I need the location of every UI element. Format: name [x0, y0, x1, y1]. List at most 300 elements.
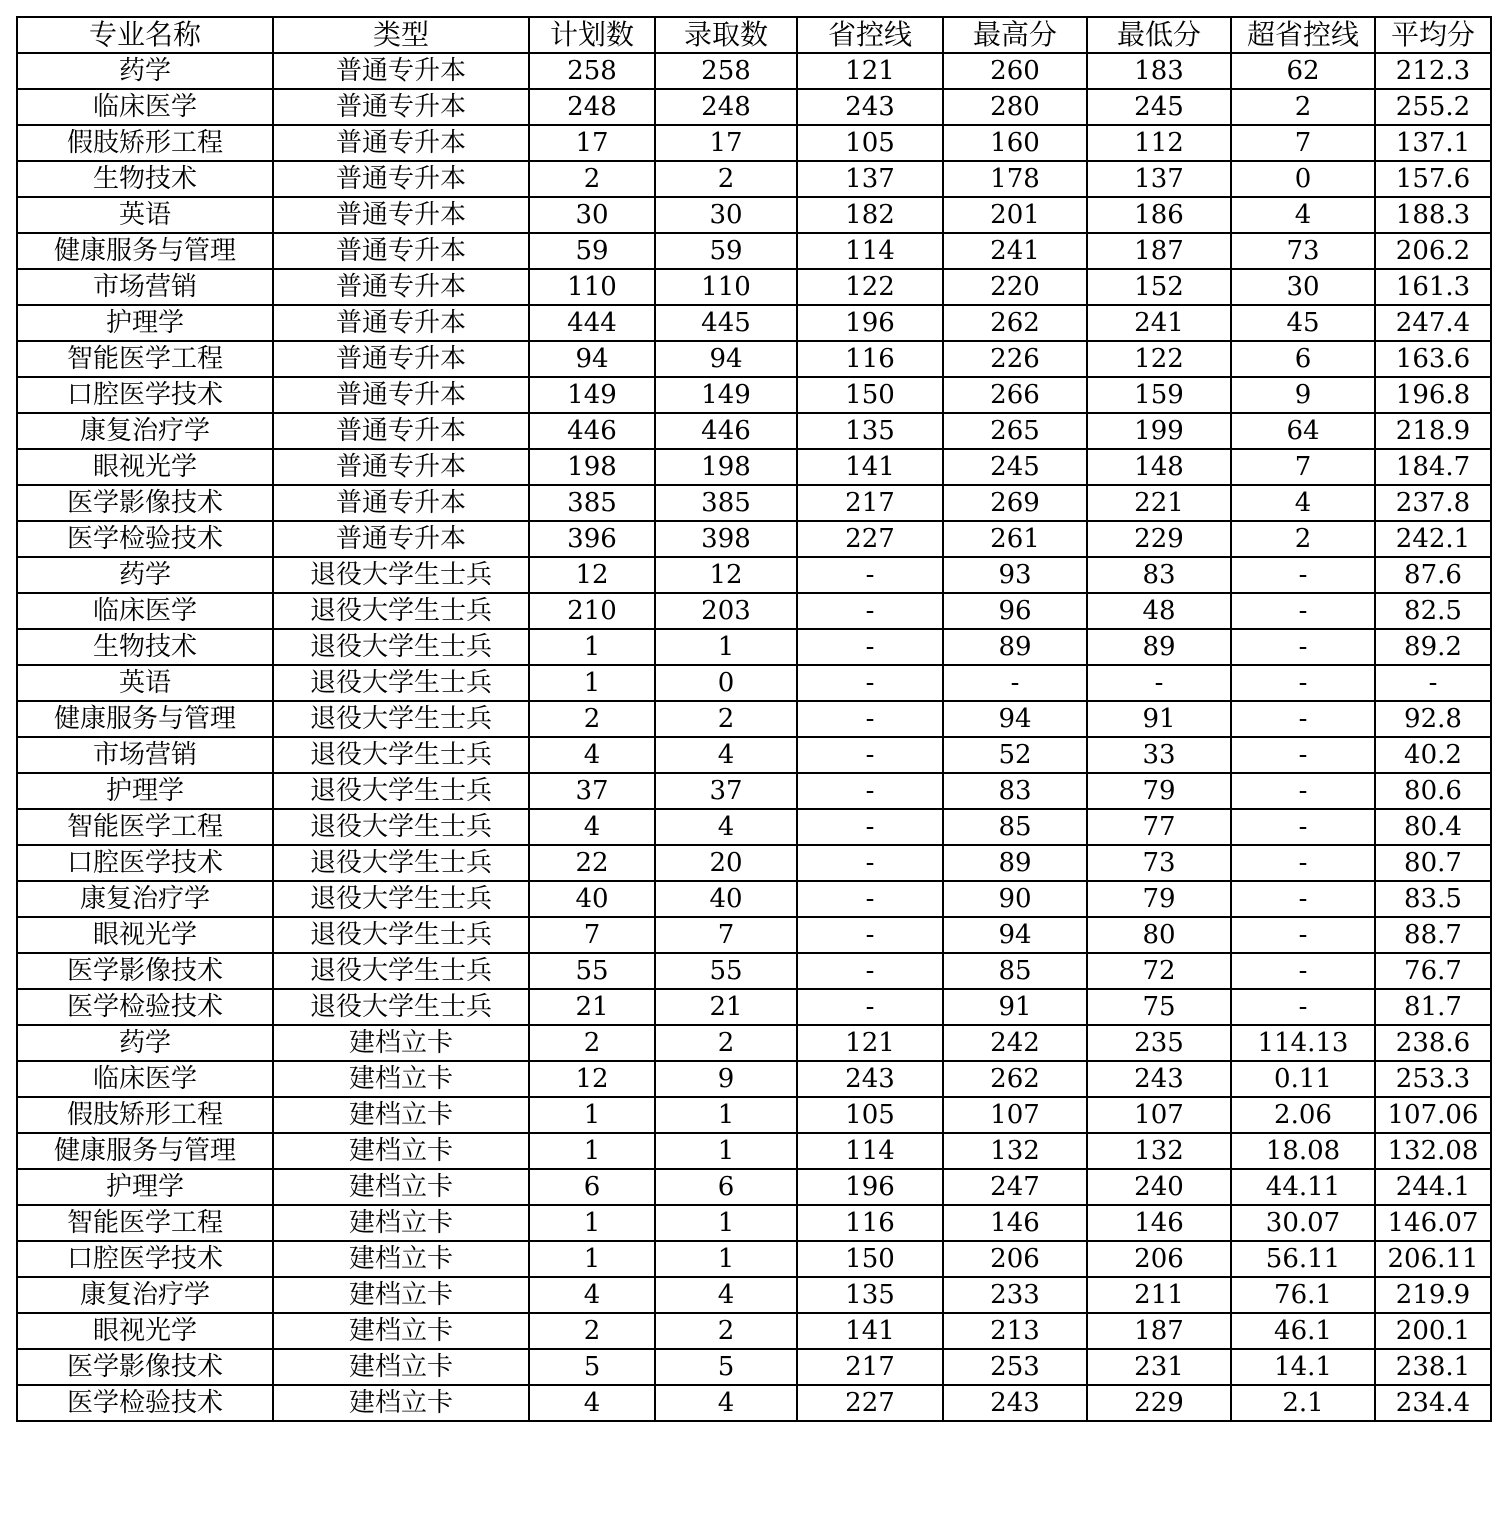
cell-max-score: 201	[943, 197, 1087, 233]
cell-admit-count: 12	[655, 557, 797, 593]
cell-avg-score: 212.3	[1375, 53, 1491, 89]
cell-above-line: 2.06	[1231, 1097, 1375, 1133]
cell-above-line: -	[1231, 629, 1375, 665]
cell-min-score: 231	[1087, 1349, 1231, 1385]
cell-admit-count: 7	[655, 917, 797, 953]
cell-min-score: 132	[1087, 1133, 1231, 1169]
cell-max-score: 220	[943, 269, 1087, 305]
cell-type: 普通专升本	[273, 413, 529, 449]
cell-above-line: 2	[1231, 89, 1375, 125]
cell-above-line: 4	[1231, 485, 1375, 521]
cell-admit-count: 30	[655, 197, 797, 233]
cell-avg-score: 196.8	[1375, 377, 1491, 413]
cell-major-name: 智能医学工程	[17, 809, 273, 845]
cell-above-line: -	[1231, 989, 1375, 1025]
cell-type: 退役大学生士兵	[273, 593, 529, 629]
cell-provincial-line: -	[797, 593, 943, 629]
cell-max-score: 94	[943, 701, 1087, 737]
cell-plan-count: 4	[529, 1277, 655, 1313]
cell-avg-score: 80.6	[1375, 773, 1491, 809]
cell-min-score: 122	[1087, 341, 1231, 377]
cell-above-line: 2	[1231, 521, 1375, 557]
cell-type: 普通专升本	[273, 521, 529, 557]
cell-major-name: 眼视光学	[17, 449, 273, 485]
cell-max-score: 269	[943, 485, 1087, 521]
column-header-above-line: 超省控线	[1231, 17, 1375, 53]
cell-above-line: 2.1	[1231, 1385, 1375, 1421]
table-row	[17, 1385, 1491, 1421]
cell-plan-count: 446	[529, 413, 655, 449]
cell-min-score: 146	[1087, 1205, 1231, 1241]
cell-above-line: -	[1231, 917, 1375, 953]
cell-provincial-line: 150	[797, 377, 943, 413]
table-row	[17, 1097, 1491, 1133]
cell-max-score: 107	[943, 1097, 1087, 1133]
table-row	[17, 701, 1491, 737]
cell-major-name: 健康服务与管理	[17, 701, 273, 737]
cell-plan-count: 444	[529, 305, 655, 341]
cell-plan-count: 2	[529, 1313, 655, 1349]
cell-major-name: 康复治疗学	[17, 1277, 273, 1313]
cell-major-name: 康复治疗学	[17, 413, 273, 449]
cell-min-score: 186	[1087, 197, 1231, 233]
cell-major-name: 护理学	[17, 305, 273, 341]
cell-plan-count: 12	[529, 557, 655, 593]
cell-avg-score: 206.11	[1375, 1241, 1491, 1277]
cell-major-name: 智能医学工程	[17, 1205, 273, 1241]
cell-major-name: 护理学	[17, 773, 273, 809]
cell-provincial-line: -	[797, 809, 943, 845]
table-row	[17, 485, 1491, 521]
cell-major-name: 假肢矫形工程	[17, 1097, 273, 1133]
cell-type: 普通专升本	[273, 233, 529, 269]
cell-min-score: 152	[1087, 269, 1231, 305]
cell-plan-count: 37	[529, 773, 655, 809]
cell-plan-count: 1	[529, 665, 655, 701]
cell-plan-count: 248	[529, 89, 655, 125]
cell-type: 退役大学生士兵	[273, 629, 529, 665]
cell-min-score: 235	[1087, 1025, 1231, 1061]
cell-plan-count: 1	[529, 1097, 655, 1133]
cell-max-score: 160	[943, 125, 1087, 161]
cell-max-score: 206	[943, 1241, 1087, 1277]
cell-provincial-line: 114	[797, 233, 943, 269]
cell-type: 普通专升本	[273, 341, 529, 377]
cell-plan-count: 12	[529, 1061, 655, 1097]
cell-provincial-line: -	[797, 701, 943, 737]
cell-above-line: -	[1231, 845, 1375, 881]
cell-avg-score: 238.1	[1375, 1349, 1491, 1385]
cell-avg-score: 253.3	[1375, 1061, 1491, 1097]
cell-avg-score: 238.6	[1375, 1025, 1491, 1061]
cell-admit-count: 248	[655, 89, 797, 125]
cell-avg-score: 92.8	[1375, 701, 1491, 737]
cell-plan-count: 210	[529, 593, 655, 629]
cell-provincial-line: 217	[797, 485, 943, 521]
table-header	[17, 17, 1491, 53]
cell-type: 普通专升本	[273, 269, 529, 305]
cell-above-line: 4	[1231, 197, 1375, 233]
cell-above-line: -	[1231, 665, 1375, 701]
cell-plan-count: 40	[529, 881, 655, 917]
cell-plan-count: 6	[529, 1169, 655, 1205]
table-row	[17, 1205, 1491, 1241]
cell-avg-score: 242.1	[1375, 521, 1491, 557]
table-row	[17, 161, 1491, 197]
cell-type: 建档立卡	[273, 1061, 529, 1097]
table-row	[17, 989, 1491, 1025]
cell-plan-count: 258	[529, 53, 655, 89]
cell-above-line: 30.07	[1231, 1205, 1375, 1241]
cell-avg-score: 234.4	[1375, 1385, 1491, 1421]
cell-admit-count: 198	[655, 449, 797, 485]
cell-provincial-line: -	[797, 665, 943, 701]
cell-min-score: 159	[1087, 377, 1231, 413]
cell-max-score: 85	[943, 953, 1087, 989]
cell-major-name: 英语	[17, 665, 273, 701]
cell-type: 建档立卡	[273, 1097, 529, 1133]
cell-provincial-line: 116	[797, 341, 943, 377]
cell-above-line: 56.11	[1231, 1241, 1375, 1277]
cell-max-score: 94	[943, 917, 1087, 953]
cell-major-name: 生物技术	[17, 161, 273, 197]
table-row	[17, 773, 1491, 809]
cell-type: 普通专升本	[273, 377, 529, 413]
cell-max-score: 260	[943, 53, 1087, 89]
cell-plan-count: 4	[529, 737, 655, 773]
cell-provincial-line: -	[797, 737, 943, 773]
cell-plan-count: 5	[529, 1349, 655, 1385]
cell-min-score: 229	[1087, 521, 1231, 557]
cell-admit-count: 1	[655, 1241, 797, 1277]
cell-admit-count: 1	[655, 1097, 797, 1133]
table-row	[17, 233, 1491, 269]
cell-above-line: -	[1231, 809, 1375, 845]
admission-score-table	[16, 16, 1492, 1422]
cell-avg-score: 237.8	[1375, 485, 1491, 521]
cell-above-line: 44.11	[1231, 1169, 1375, 1205]
cell-type: 退役大学生士兵	[273, 665, 529, 701]
cell-admit-count: 94	[655, 341, 797, 377]
cell-max-score: 266	[943, 377, 1087, 413]
cell-major-name: 眼视光学	[17, 1313, 273, 1349]
cell-type: 建档立卡	[273, 1169, 529, 1205]
cell-plan-count: 1	[529, 629, 655, 665]
cell-avg-score: 89.2	[1375, 629, 1491, 665]
cell-type: 建档立卡	[273, 1205, 529, 1241]
cell-major-name: 智能医学工程	[17, 341, 273, 377]
cell-avg-score: 137.1	[1375, 125, 1491, 161]
table-row	[17, 1169, 1491, 1205]
cell-provincial-line: 116	[797, 1205, 943, 1241]
cell-avg-score: 40.2	[1375, 737, 1491, 773]
cell-type: 退役大学生士兵	[273, 737, 529, 773]
cell-admit-count: 4	[655, 1385, 797, 1421]
cell-max-score: 226	[943, 341, 1087, 377]
table-row	[17, 1025, 1491, 1061]
cell-max-score: 96	[943, 593, 1087, 629]
cell-avg-score: 80.4	[1375, 809, 1491, 845]
cell-major-name: 药学	[17, 53, 273, 89]
cell-above-line: 46.1	[1231, 1313, 1375, 1349]
cell-plan-count: 385	[529, 485, 655, 521]
cell-admit-count: 398	[655, 521, 797, 557]
cell-max-score: 83	[943, 773, 1087, 809]
cell-type: 建档立卡	[273, 1025, 529, 1061]
cell-min-score: 206	[1087, 1241, 1231, 1277]
column-header-provincial-line: 省控线	[797, 17, 943, 53]
column-header-type: 类型	[273, 17, 529, 53]
cell-type: 建档立卡	[273, 1277, 529, 1313]
cell-admit-count: 2	[655, 1313, 797, 1349]
cell-min-score: 91	[1087, 701, 1231, 737]
table-row	[17, 305, 1491, 341]
cell-avg-score: 146.07	[1375, 1205, 1491, 1241]
cell-above-line: -	[1231, 953, 1375, 989]
cell-avg-score: 184.7	[1375, 449, 1491, 485]
cell-above-line: 62	[1231, 53, 1375, 89]
cell-min-score: 83	[1087, 557, 1231, 593]
cell-admit-count: 385	[655, 485, 797, 521]
cell-min-score: 73	[1087, 845, 1231, 881]
table-row	[17, 845, 1491, 881]
cell-above-line: 18.08	[1231, 1133, 1375, 1169]
cell-above-line: -	[1231, 773, 1375, 809]
cell-provincial-line: -	[797, 629, 943, 665]
cell-avg-score: 244.1	[1375, 1169, 1491, 1205]
column-header-admit-count: 录取数	[655, 17, 797, 53]
cell-max-score: 280	[943, 89, 1087, 125]
cell-provincial-line: 105	[797, 125, 943, 161]
cell-min-score: 79	[1087, 881, 1231, 917]
cell-avg-score: 87.6	[1375, 557, 1491, 593]
cell-major-name: 口腔医学技术	[17, 377, 273, 413]
cell-provincial-line: 135	[797, 1277, 943, 1313]
cell-major-name: 医学检验技术	[17, 521, 273, 557]
cell-provincial-line: 122	[797, 269, 943, 305]
cell-provincial-line: 227	[797, 521, 943, 557]
cell-provincial-line: 105	[797, 1097, 943, 1133]
table-row	[17, 1241, 1491, 1277]
cell-min-score: 112	[1087, 125, 1231, 161]
cell-above-line: 64	[1231, 413, 1375, 449]
cell-admit-count: 149	[655, 377, 797, 413]
cell-min-score: 183	[1087, 53, 1231, 89]
cell-major-name: 康复治疗学	[17, 881, 273, 917]
column-header-plan-count: 计划数	[529, 17, 655, 53]
cell-plan-count: 149	[529, 377, 655, 413]
cell-max-score: 132	[943, 1133, 1087, 1169]
cell-admit-count: 258	[655, 53, 797, 89]
cell-avg-score: 76.7	[1375, 953, 1491, 989]
cell-max-score: 253	[943, 1349, 1087, 1385]
cell-max-score: 89	[943, 629, 1087, 665]
cell-min-score: 241	[1087, 305, 1231, 341]
cell-min-score: 33	[1087, 737, 1231, 773]
cell-major-name: 英语	[17, 197, 273, 233]
cell-major-name: 市场营销	[17, 737, 273, 773]
table-row	[17, 809, 1491, 845]
cell-provincial-line: -	[797, 953, 943, 989]
table-row	[17, 1061, 1491, 1097]
cell-plan-count: 22	[529, 845, 655, 881]
cell-major-name: 口腔医学技术	[17, 1241, 273, 1277]
cell-type: 退役大学生士兵	[273, 989, 529, 1025]
cell-avg-score: 206.2	[1375, 233, 1491, 269]
cell-admit-count: 20	[655, 845, 797, 881]
cell-type: 退役大学生士兵	[273, 557, 529, 593]
cell-provincial-line: 196	[797, 305, 943, 341]
table-row	[17, 197, 1491, 233]
cell-provincial-line: 196	[797, 1169, 943, 1205]
cell-min-score: 187	[1087, 233, 1231, 269]
cell-above-line: 30	[1231, 269, 1375, 305]
cell-max-score: 93	[943, 557, 1087, 593]
cell-max-score: 178	[943, 161, 1087, 197]
table-row	[17, 53, 1491, 89]
table-row	[17, 665, 1491, 701]
cell-provincial-line: 227	[797, 1385, 943, 1421]
table-row	[17, 629, 1491, 665]
column-header-max-score: 最高分	[943, 17, 1087, 53]
cell-admit-count: 9	[655, 1061, 797, 1097]
cell-avg-score: 188.3	[1375, 197, 1491, 233]
cell-max-score: 146	[943, 1205, 1087, 1241]
cell-admit-count: 203	[655, 593, 797, 629]
cell-avg-score: 161.3	[1375, 269, 1491, 305]
cell-above-line: -	[1231, 557, 1375, 593]
table-row	[17, 341, 1491, 377]
cell-plan-count: 94	[529, 341, 655, 377]
cell-above-line: 0.11	[1231, 1061, 1375, 1097]
cell-plan-count: 4	[529, 809, 655, 845]
cell-admit-count: 6	[655, 1169, 797, 1205]
cell-plan-count: 110	[529, 269, 655, 305]
cell-admit-count: 17	[655, 125, 797, 161]
cell-above-line: 7	[1231, 449, 1375, 485]
cell-max-score: 261	[943, 521, 1087, 557]
cell-provincial-line: 243	[797, 1061, 943, 1097]
cell-min-score: 89	[1087, 629, 1231, 665]
cell-provincial-line: -	[797, 557, 943, 593]
table-row	[17, 953, 1491, 989]
cell-min-score: 48	[1087, 593, 1231, 629]
cell-plan-count: 2	[529, 161, 655, 197]
cell-min-score: 80	[1087, 917, 1231, 953]
cell-provincial-line: 114	[797, 1133, 943, 1169]
cell-min-score: 75	[1087, 989, 1231, 1025]
cell-avg-score: 82.5	[1375, 593, 1491, 629]
cell-provincial-line: -	[797, 989, 943, 1025]
cell-plan-count: 2	[529, 1025, 655, 1061]
cell-min-score: 137	[1087, 161, 1231, 197]
cell-above-line: 73	[1231, 233, 1375, 269]
cell-type: 普通专升本	[273, 449, 529, 485]
cell-min-score: 79	[1087, 773, 1231, 809]
cell-above-line: 76.1	[1231, 1277, 1375, 1313]
cell-plan-count: 396	[529, 521, 655, 557]
cell-avg-score: 88.7	[1375, 917, 1491, 953]
table-row	[17, 269, 1491, 305]
cell-min-score: 148	[1087, 449, 1231, 485]
cell-admit-count: 2	[655, 701, 797, 737]
cell-min-score: 245	[1087, 89, 1231, 125]
cell-above-line: -	[1231, 881, 1375, 917]
cell-above-line: -	[1231, 593, 1375, 629]
cell-admit-count: 4	[655, 737, 797, 773]
cell-min-score: 199	[1087, 413, 1231, 449]
cell-min-score: 107	[1087, 1097, 1231, 1133]
cell-type: 退役大学生士兵	[273, 773, 529, 809]
cell-major-name: 药学	[17, 557, 273, 593]
cell-admit-count: 55	[655, 953, 797, 989]
cell-max-score: 243	[943, 1385, 1087, 1421]
cell-provincial-line: -	[797, 773, 943, 809]
cell-min-score: 187	[1087, 1313, 1231, 1349]
cell-type: 退役大学生士兵	[273, 845, 529, 881]
cell-provincial-line: 217	[797, 1349, 943, 1385]
cell-admit-count: 4	[655, 809, 797, 845]
cell-type: 普通专升本	[273, 197, 529, 233]
cell-type: 建档立卡	[273, 1241, 529, 1277]
cell-plan-count: 2	[529, 701, 655, 737]
cell-plan-count: 59	[529, 233, 655, 269]
cell-admit-count: 59	[655, 233, 797, 269]
cell-max-score: 91	[943, 989, 1087, 1025]
cell-max-score: 247	[943, 1169, 1087, 1205]
cell-above-line: 45	[1231, 305, 1375, 341]
cell-max-score: 85	[943, 809, 1087, 845]
cell-max-score: 89	[943, 845, 1087, 881]
cell-min-score: 229	[1087, 1385, 1231, 1421]
cell-type: 退役大学生士兵	[273, 809, 529, 845]
table-row	[17, 557, 1491, 593]
cell-provincial-line: 121	[797, 53, 943, 89]
cell-provincial-line: -	[797, 845, 943, 881]
cell-major-name: 医学检验技术	[17, 989, 273, 1025]
cell-major-name: 药学	[17, 1025, 273, 1061]
cell-type: 普通专升本	[273, 53, 529, 89]
table-row	[17, 737, 1491, 773]
cell-major-name: 医学影像技术	[17, 485, 273, 521]
cell-max-score: 265	[943, 413, 1087, 449]
cell-provincial-line: -	[797, 917, 943, 953]
cell-above-line: 14.1	[1231, 1349, 1375, 1385]
cell-admit-count: 110	[655, 269, 797, 305]
cell-avg-score: 83.5	[1375, 881, 1491, 917]
cell-provincial-line: 141	[797, 1313, 943, 1349]
cell-plan-count: 30	[529, 197, 655, 233]
cell-min-score: 72	[1087, 953, 1231, 989]
cell-major-name: 医学影像技术	[17, 1349, 273, 1385]
cell-type: 退役大学生士兵	[273, 701, 529, 737]
cell-above-line: -	[1231, 701, 1375, 737]
cell-min-score: 243	[1087, 1061, 1231, 1097]
header-row	[17, 17, 1491, 53]
cell-major-name: 健康服务与管理	[17, 233, 273, 269]
cell-admit-count: 446	[655, 413, 797, 449]
cell-major-name: 口腔医学技术	[17, 845, 273, 881]
cell-max-score: 233	[943, 1277, 1087, 1313]
cell-major-name: 医学检验技术	[17, 1385, 273, 1421]
cell-avg-score: -	[1375, 665, 1491, 701]
cell-admit-count: 2	[655, 161, 797, 197]
cell-plan-count: 21	[529, 989, 655, 1025]
cell-type: 退役大学生士兵	[273, 917, 529, 953]
cell-max-score: 241	[943, 233, 1087, 269]
cell-above-line: 114.13	[1231, 1025, 1375, 1061]
table-row	[17, 1277, 1491, 1313]
